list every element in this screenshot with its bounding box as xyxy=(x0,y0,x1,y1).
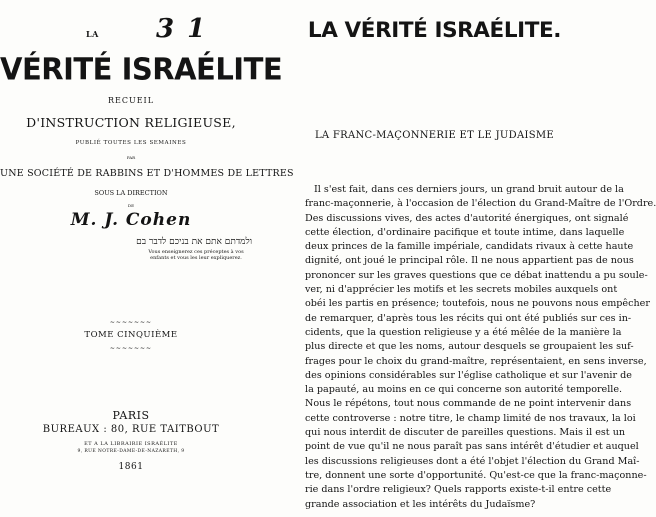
ornament-top: ~~~~~~~ xyxy=(109,319,153,326)
article-page xyxy=(266,0,656,517)
title-article: LA xyxy=(86,29,99,39)
article-title: LA FRANC-MAÇONNERIE ET LE JUDAISME xyxy=(314,130,555,141)
article-line: plus directe et que les noms, autour desquels se groupaient les suf- xyxy=(305,341,634,353)
by-label: PAR xyxy=(126,155,136,160)
article-line: de remarquer, d'après tous les récits qui ont été publiés sur ces in- xyxy=(305,312,632,324)
direction-label: SOUS LA DIRECTION xyxy=(94,189,168,197)
article-line: Des discussions vives, des actes d'autorité énergiques, ont signalé xyxy=(305,212,629,224)
article-line: qui nous interdit de discuter de pareilles questions. Mais il est un xyxy=(305,427,626,439)
article-line: frages pour le choix du grand-maître, représentaient, en sens inverse, xyxy=(305,355,647,367)
article-line: dignité, ont joué le principal rôle. Il ne nous appartient pas de nous xyxy=(305,255,634,267)
article-line: Il s'est fait, dans ces derniers jours, un grand bruit autour de la xyxy=(314,184,624,195)
article-line: franc-maçonnerie, à l'occasion de l'élection du Grand-Maître de l'Ordre. xyxy=(305,198,656,210)
page-title: LA VÉRITÉ ISRAÉLITE. xyxy=(307,18,562,43)
subtitle-recueil: RECUEIL xyxy=(107,96,155,105)
bookshop-address: 9, RUE NOTRE-DAME-DE-NAZARETH, 9 xyxy=(77,449,185,454)
office-address: BUREAUX : 80, RUE TAITBOUT xyxy=(42,424,220,435)
journal-title: VÉRITÉ ISRAÉLITE xyxy=(0,51,283,87)
motto-hebrew: ולמדתם אתם את בניכם לדבר בם xyxy=(136,237,252,247)
article-line: cette controverse : notre titre, le champ limité de nos travaux, la loi xyxy=(305,412,636,424)
article-line: cette élection, d'ordinaire pacifique et toute intime, dans laquelle xyxy=(305,226,625,238)
article-line: la papauté, au moins en ce qui concerne son autorité temporelle. xyxy=(305,384,623,396)
article-line: Nous le répétons, tout nous commande de ne point intervenir dans xyxy=(305,398,632,410)
society-line: UNE SOCIÉTÉ DE RABBINS ET D'HOMMES DE LETTRES xyxy=(0,168,294,179)
volume-label: TOME CINQUIÈME xyxy=(84,330,178,340)
bookshop-line: ET A LA LIBRAIRIE ISRAÉLITE xyxy=(84,441,178,447)
ornament-bottom: ~~~~~~~ xyxy=(109,345,153,352)
city: PARIS xyxy=(112,409,150,422)
article-line: les discussions religieuses dont a été l'objet l'élection du Grand Maî- xyxy=(305,455,640,467)
handwritten-number: 3 1 xyxy=(156,14,208,44)
motto-french: Vous enseignerez ces préceptes à vos enfants et vous les leur expliquerez. xyxy=(148,249,244,261)
editor-name: M. J. Cohen xyxy=(70,210,192,230)
publication-frequency: PUBLIÉ TOUTES LES SEMAINES xyxy=(75,140,187,146)
article-body xyxy=(305,183,656,512)
article-line: ver, ni d'apprécier les motifs et les secrets mobiles auxquels ont xyxy=(305,284,618,296)
article-line: obéi les partis en présence; toutefois, nous ne pouvons nous empêcher xyxy=(305,298,650,310)
publication-year: 1861 xyxy=(118,462,144,472)
article-line: tre, donnent une sorte d'opportunité. Qu'est-ce que la franc-maçonne- xyxy=(305,469,647,481)
article-line: rie dans l'ordre religieux? Quels rapports existe-t-il entre cette xyxy=(305,484,612,496)
of-label: DE xyxy=(127,203,135,208)
subtitle-instruction: D'INSTRUCTION RELIGIEUSE, xyxy=(26,115,236,130)
article-line: point de vue qu'il ne nous paraît pas sans intérêt d'étudier et auquel xyxy=(305,441,639,453)
article-line: des opinions considérables sur l'église catholique et sur l'avenir de xyxy=(305,369,632,381)
article-line: prononcer sur les graves questions que ce débat inattendu a pu soule- xyxy=(305,269,648,281)
article-line: cidents, que la question religieuse y a été mêlée de la manière la xyxy=(305,326,622,338)
article-line: deux princes de la famille impériale, candidats rivaux à cette haute xyxy=(305,241,634,253)
title-page xyxy=(0,0,294,517)
article-line: grande association et les intérêts du Judaïsme? xyxy=(305,498,536,510)
